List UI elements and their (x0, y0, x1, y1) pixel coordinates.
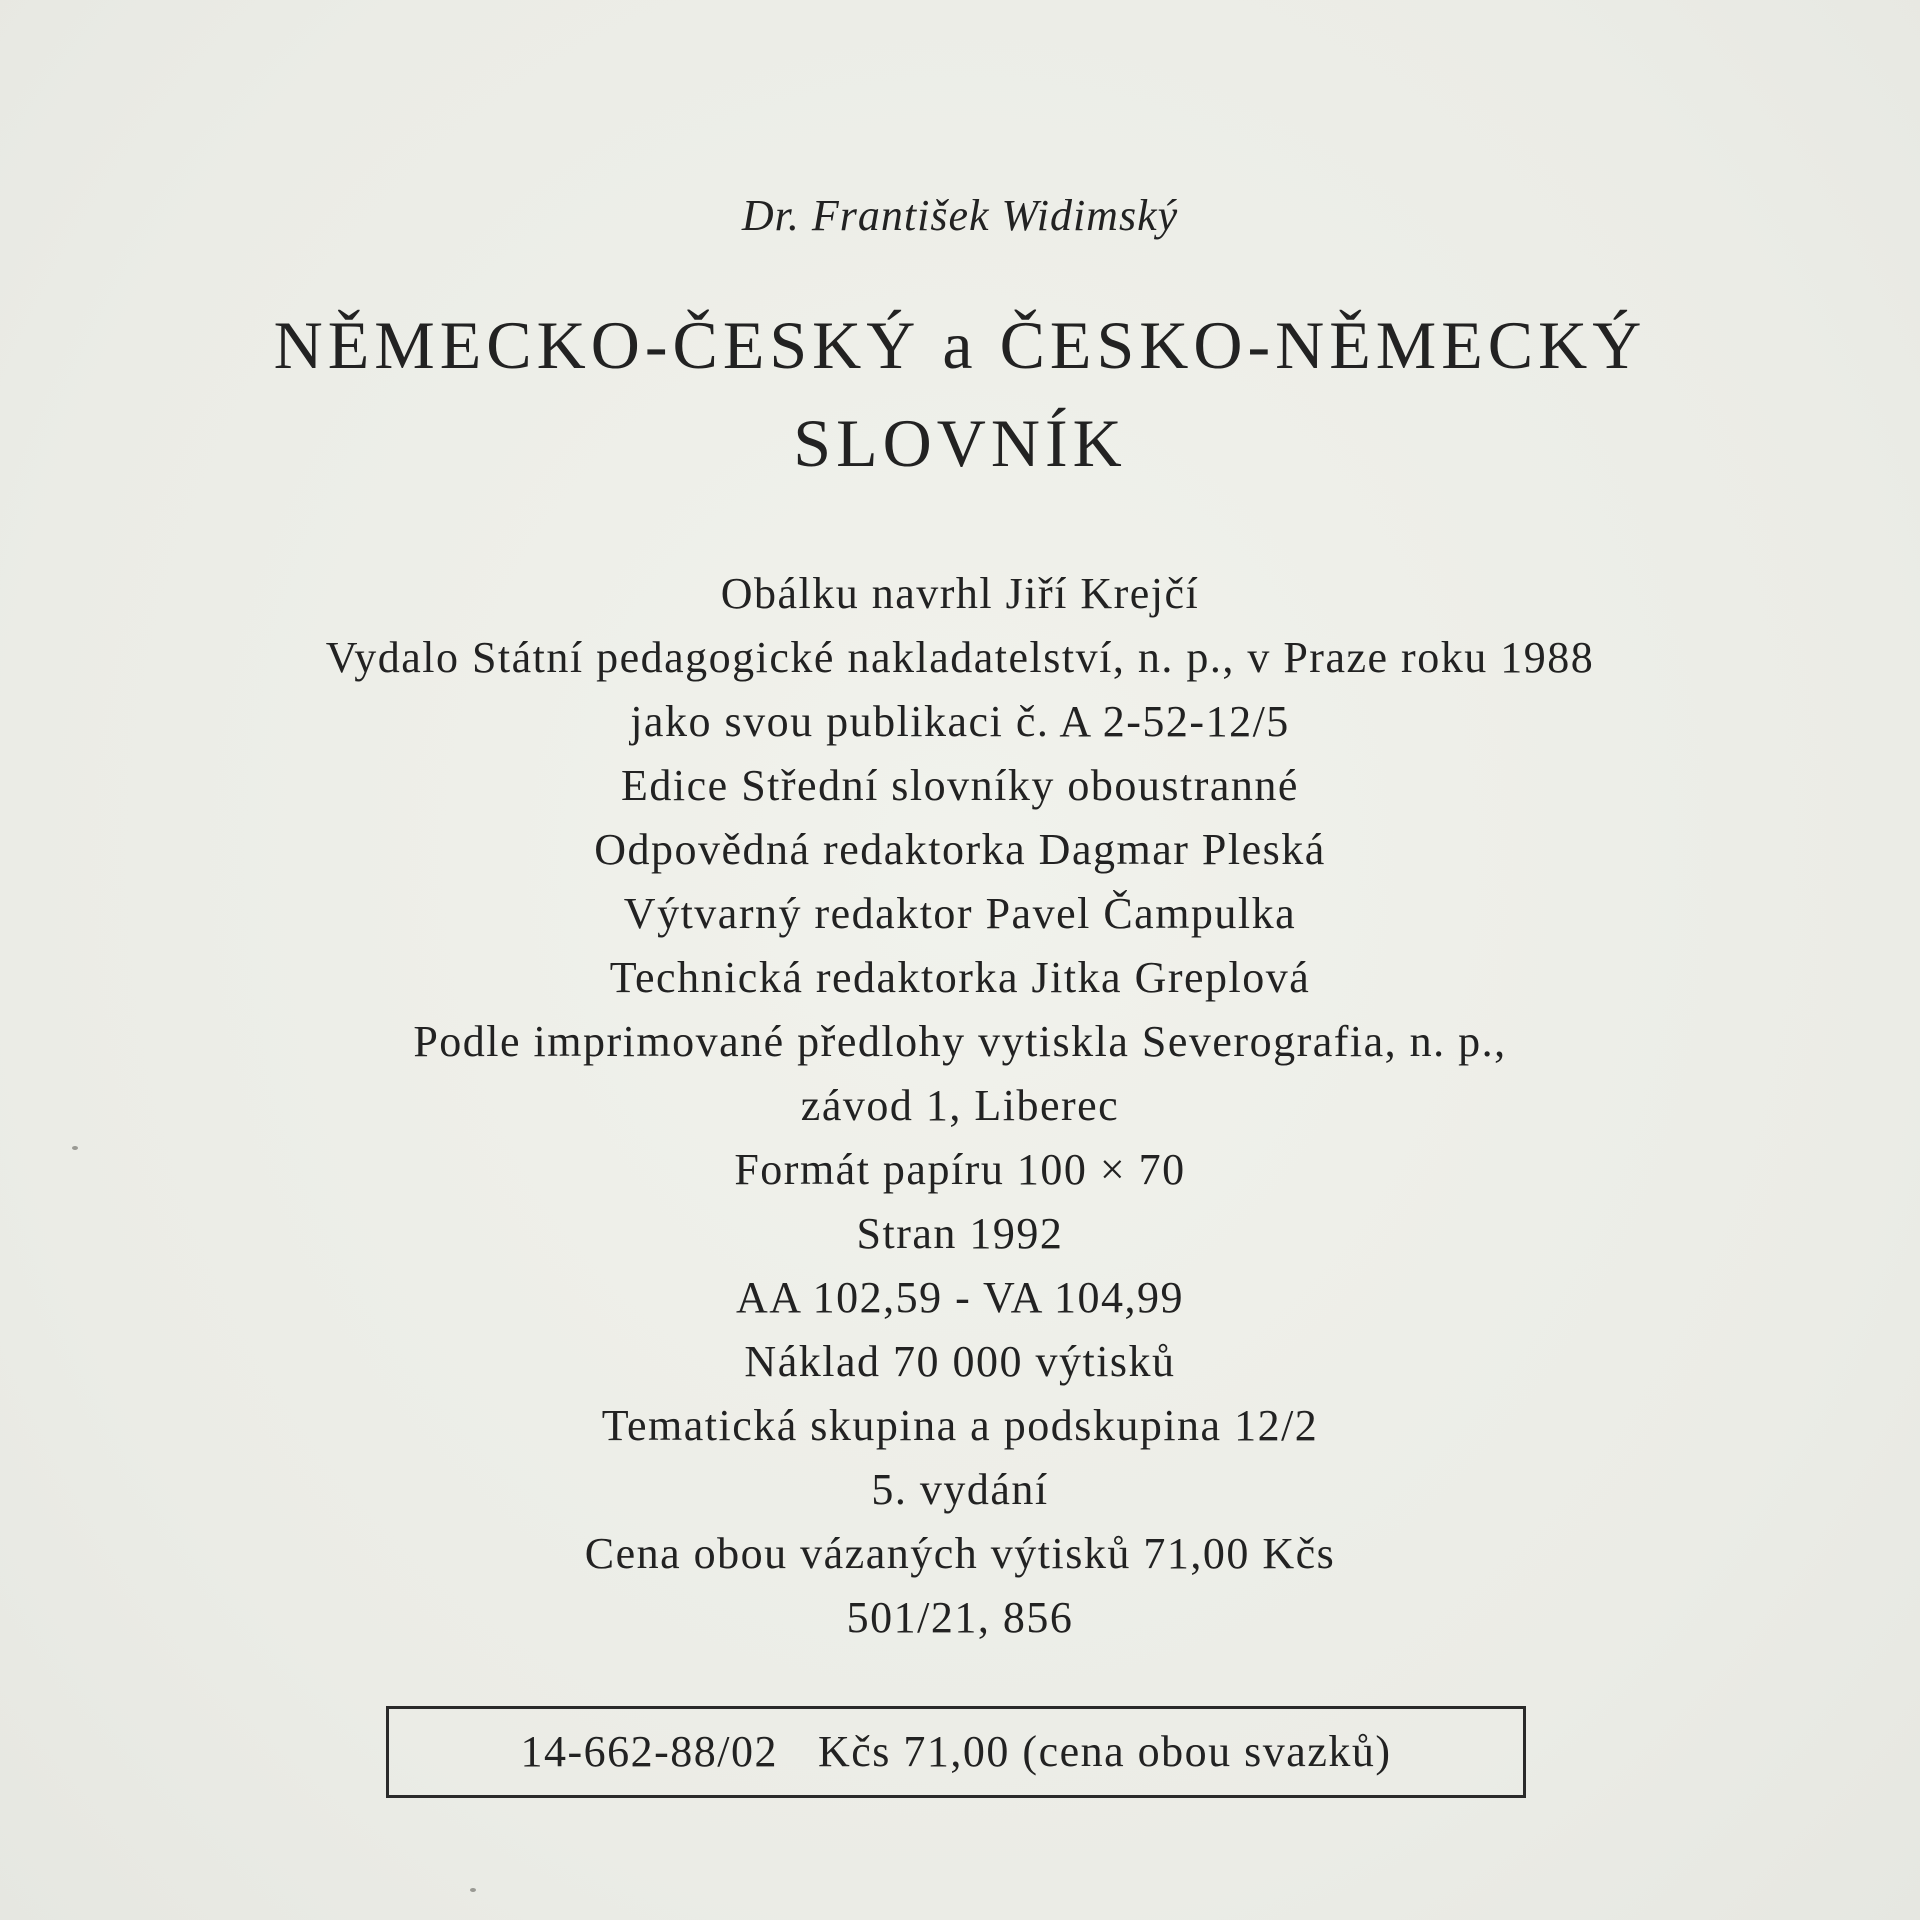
colophon-line: Cena obou vázaných výtisků 71,00 Kčs (584, 1529, 1336, 1578)
book-title (0, 296, 1920, 492)
colophon-line: Vydalo Státní pedagogické nakladatelství, n. p., v Praze roku 1988 (325, 633, 1595, 682)
author-name: Dr. František Widimský (741, 191, 1179, 240)
colophon-line: závod 1, Liberec (800, 1081, 1120, 1130)
colophon-line: Obálku navrhl Jiří Krejčí (720, 569, 1200, 618)
colophon-line: AA 102,59 - VA 104,99 (736, 1273, 1184, 1322)
colophon-line: Tematická skupina a podskupina 12/2 (601, 1401, 1319, 1450)
colophon-line: Podle imprimované předlohy vytiskla Severografia, n. p., (413, 1017, 1507, 1066)
colophon-line: jako svou publikaci č. A 2-52-12/5 (630, 697, 1290, 746)
colophon-line: Stran 1992 (856, 1209, 1064, 1258)
colophon-line: Formát papíru 100 × 70 (734, 1145, 1186, 1194)
price-code: 14-662-88/02 (520, 1727, 778, 1776)
book-title-line-2: SLOVNÍK (793, 405, 1127, 481)
colophon-line: Výtvarný redaktor Pavel Čampulka (623, 889, 1297, 938)
colophon-line: Technická redaktorka Jitka Greplová (609, 953, 1311, 1002)
paper-speck (72, 1146, 78, 1150)
colophon-line: 5. vydání (871, 1465, 1049, 1514)
colophon-line: Odpovědná redaktorka Dagmar Pleská (594, 825, 1326, 874)
colophon-line: 501/21, 856 (846, 1593, 1074, 1642)
book-title-line-1: NĚMECKO-ČESKÝ a ČESKO-NĚMECKÝ (273, 307, 1647, 383)
colophon-line: Náklad 70 000 výtisků (744, 1337, 1176, 1386)
colophon-line: Edice Střední slovníky oboustranné (621, 761, 1299, 810)
paper-speck (470, 1888, 476, 1892)
price-text: Kčs 71,00 (cena obou svazků) (818, 1727, 1392, 1776)
colophon (0, 562, 1920, 1650)
price-box (386, 1706, 1526, 1798)
